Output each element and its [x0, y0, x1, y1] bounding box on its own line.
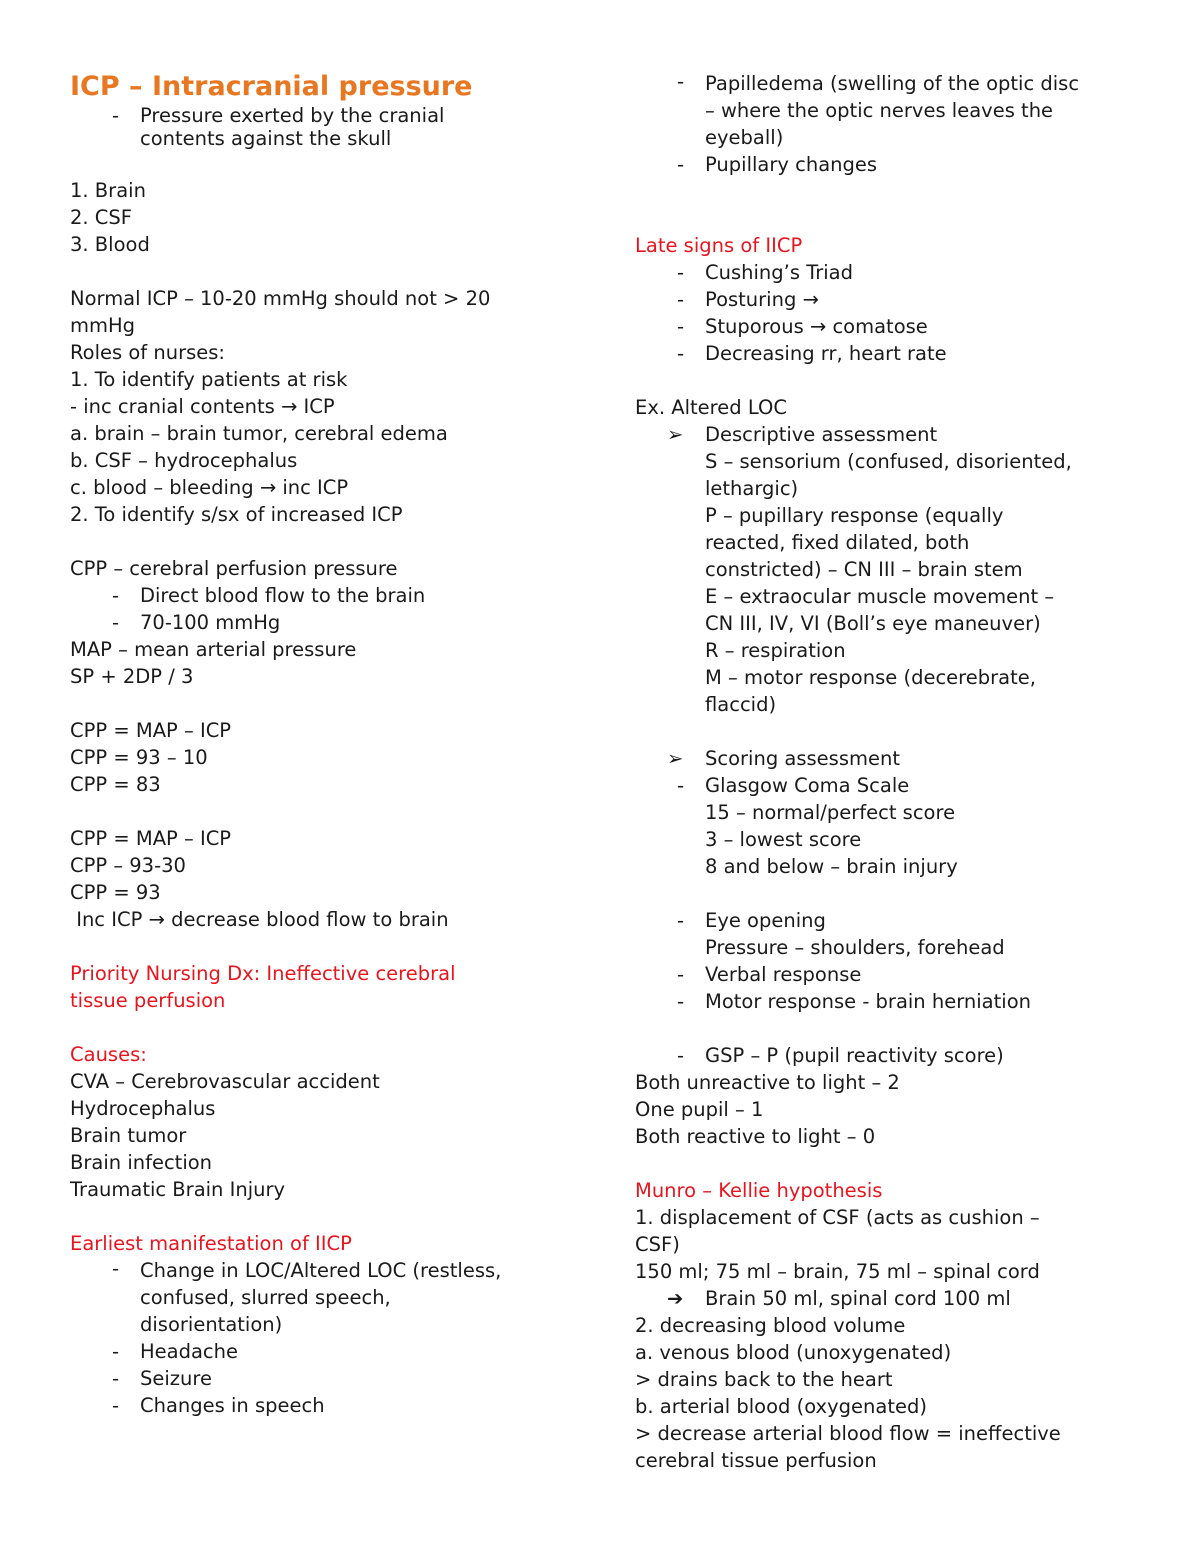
desc-line: M – motor response (decerebrate,: [705, 666, 1036, 689]
desc-line: lethargic): [705, 477, 799, 500]
normal-icp-cont: mmHg: [70, 314, 136, 337]
desc-line: R – respiration: [705, 639, 846, 662]
list-item: 1. Brain: [70, 179, 146, 202]
munro-line: 150 ml; 75 ml – brain, 75 ml – spinal cord: [635, 1260, 1040, 1283]
role-line: - inc cranial contents → ICP: [70, 395, 335, 418]
munro-line: b. arterial blood (oxygenated): [635, 1395, 927, 1418]
earliest-item: - Change in LOC/Altered LOC (restless, confused, slurred speech, disorientation): [112, 1257, 502, 1336]
right-column: [635, 70, 1135, 1474]
priority-heading: Priority Nursing Dx: Ineffective cerebral: [70, 962, 456, 985]
earliest-item: - Seizure: [112, 1367, 212, 1390]
calc-line: CPP = 83: [70, 773, 161, 796]
gcs-item: - Glasgow Coma Scale: [677, 774, 910, 797]
example-heading: Ex. Altered LOC: [635, 396, 787, 419]
role-line: c. blood – bleeding → inc ICP: [70, 476, 349, 499]
arrow-bullet-icon: ➢: [667, 423, 684, 446]
munro-arrow-line: ➔ Brain 50 ml, spinal cord 100 ml: [635, 1285, 1135, 1312]
cpp-detail: - 70-100 mmHg: [112, 611, 281, 634]
earliest-heading: Earliest manifestation of IICP: [70, 1232, 352, 1255]
munro-line: cerebral tissue perfusion: [635, 1449, 877, 1472]
map-formula: SP + 2DP / 3: [70, 665, 194, 688]
earliest-item: - Changes in speech: [112, 1394, 325, 1417]
gsp-line: Both reactive to light – 0: [635, 1125, 876, 1148]
descriptive-assessment: ➢ Descriptive assessment: [635, 421, 1135, 448]
page-title: ICP – Intracranial pressure: [70, 71, 473, 102]
list-item: 2. CSF: [70, 206, 133, 229]
role-line: 2. To identify s/sx of increased ICP: [70, 503, 403, 526]
map-definition: MAP – mean arterial pressure: [70, 638, 357, 661]
desc-line: CN III, IV, VI (Boll’s eye maneuver): [705, 612, 1041, 635]
papilledema-item: - Papilledema (swelling of the optic disc – where the optic nerves leaves the eyeball): [677, 70, 1080, 149]
gcs-line: 8 and below – brain injury: [705, 855, 958, 878]
desc-line: reacted, fixed dilated, both: [705, 531, 970, 554]
verbal-item: - Verbal response: [677, 963, 862, 986]
munro-line: 2. decreasing blood volume: [635, 1314, 906, 1337]
role-line: 1. To identify patients at risk: [70, 368, 348, 391]
munro-line: 1. displacement of CSF (acts as cushion –: [635, 1206, 1040, 1229]
munro-line: > drains back to the heart: [635, 1368, 893, 1391]
munro-line: > decrease arterial blood flow = ineffective: [635, 1422, 1061, 1445]
desc-line: constricted) – CN III – brain stem: [705, 558, 1023, 581]
cpp-detail: - Direct blood flow to the brain: [112, 584, 426, 607]
gsp-item: - GSP – P (pupil reactivity score): [677, 1044, 1004, 1067]
late-sign-item: - Cushing’s Triad: [677, 261, 854, 284]
desc-line: flaccid): [705, 693, 777, 716]
late-signs-heading: Late signs of IICP: [635, 234, 803, 257]
gsp-line: One pupil – 1: [635, 1098, 764, 1121]
cause-item: Traumatic Brain Injury: [70, 1178, 286, 1201]
cause-item: Brain infection: [70, 1151, 213, 1174]
cpp-definition: CPP – cerebral perfusion pressure: [70, 557, 398, 580]
desc-line: P – pupillary response (equally: [705, 504, 1004, 527]
calc-line: CPP = 93: [70, 881, 161, 904]
calc-line: CPP = MAP – ICP: [70, 827, 232, 850]
role-line: a. brain – brain tumor, cerebral edema: [70, 422, 448, 445]
eye-opening-sub: Pressure – shoulders, forehead: [705, 936, 1005, 959]
late-sign-item: - Posturing →: [677, 288, 819, 311]
gsp-line: Both unreactive to light – 2: [635, 1071, 900, 1094]
pupillary-item: - Pupillary changes: [677, 153, 878, 176]
calc-line: CPP = MAP – ICP: [70, 719, 232, 742]
gcs-line: 3 – lowest score: [705, 828, 862, 851]
munro-heading: Munro – Kellie hypothesis: [635, 1179, 883, 1202]
desc-line: E – extraocular muscle movement –: [705, 585, 1055, 608]
cause-item: CVA – Cerebrovascular accident: [70, 1070, 380, 1093]
munro-line: CSF): [635, 1233, 680, 1256]
normal-icp: Normal ICP – 10-20 mmHg should not > 20: [70, 287, 491, 310]
bold-arrow-icon: ➔: [667, 1287, 684, 1310]
left-column: [70, 70, 570, 1419]
munro-line: a. venous blood (unoxygenated): [635, 1341, 952, 1364]
causes-heading: Causes:: [70, 1043, 147, 1066]
cause-item: Brain tumor: [70, 1124, 187, 1147]
role-line: b. CSF – hydrocephalus: [70, 449, 298, 472]
late-sign-item: - Stuporous → comatose: [677, 315, 928, 338]
late-sign-item: - Decreasing rr, heart rate: [677, 342, 947, 365]
motor-item: - Motor response - brain herniation: [677, 990, 1031, 1013]
priority-heading-cont: tissue perfusion: [70, 989, 226, 1012]
arrow-bullet-icon: ➢: [667, 747, 684, 770]
desc-line: S – sensorium (confused, disoriented,: [705, 450, 1072, 473]
roles-heading: Roles of nurses:: [70, 341, 225, 364]
earliest-item: - Headache: [112, 1340, 239, 1363]
scoring-assessment: ➢ Scoring assessment: [635, 745, 1135, 772]
eye-opening-item: - Eye opening: [677, 909, 826, 932]
cause-item: Hydrocephalus: [70, 1097, 216, 1120]
calc-line: CPP = 93 – 10: [70, 746, 208, 769]
gcs-line: 15 – normal/perfect score: [705, 801, 956, 824]
definition-item: - Pressure exerted by the cranial contents against the skull: [112, 104, 445, 150]
calc-line: CPP – 93-30: [70, 854, 186, 877]
inc-icp-note: Inc ICP → decrease blood flow to brain: [70, 908, 449, 931]
list-item: 3. Blood: [70, 233, 150, 256]
